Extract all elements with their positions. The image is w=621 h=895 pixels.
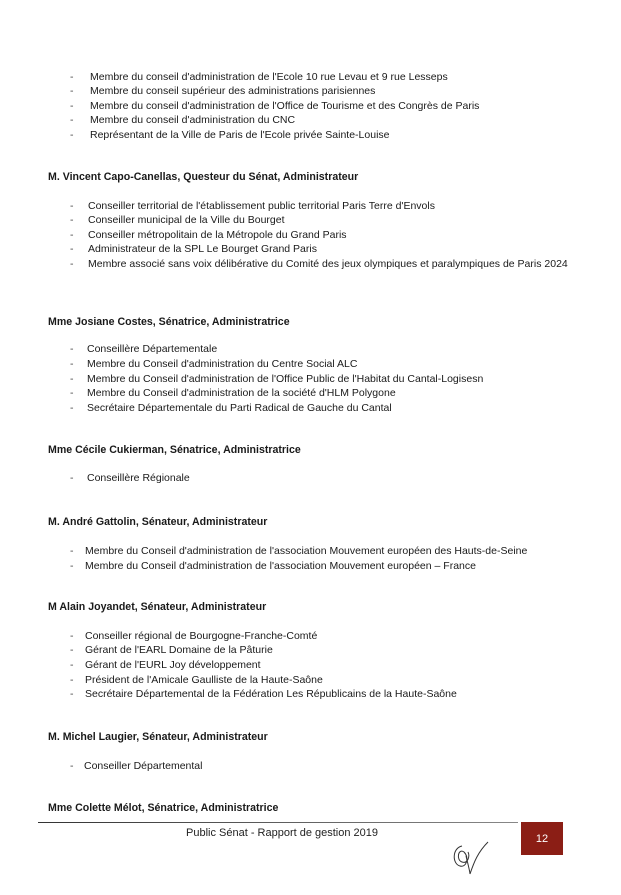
person-heading: Mme Cécile Cukierman, Sénatrice, Administratrice <box>48 444 301 456</box>
bullet-dash: - <box>70 674 74 686</box>
mandate-item: Président de l'Amicale Gaulliste de la Haute-Saône <box>85 674 323 686</box>
mandate-item: Membre associé sans voix délibérative du Comité des jeux olympiques et paralympiques de Paris 2024 <box>88 258 568 270</box>
mandate-item: Secrétaire Départementale du Parti Radical de Gauche du Cantal <box>87 402 392 414</box>
person-heading: Mme Josiane Costes, Sénatrice, Administratrice <box>48 316 290 328</box>
bullet-dash: - <box>70 71 74 83</box>
bullet-dash: - <box>70 358 74 370</box>
mandate-item: Membre du Conseil d'administration du Centre Social ALC <box>87 358 358 370</box>
footer-title: Public Sénat - Rapport de gestion 2019 <box>186 827 379 839</box>
bullet-dash: - <box>70 214 74 226</box>
mandate-item: Membre du conseil supérieur des administrations parisiennes <box>90 85 376 97</box>
mandate-item: Gérant de l'EURL Joy développement <box>85 659 261 671</box>
mandate-item: Membre du Conseil d'administration de l'association Mouvement européen – France <box>85 560 476 572</box>
mandate-item: Représentant de la Ville de Paris de l'Ecole privée Sainte-Louise <box>90 129 390 141</box>
bullet-dash: - <box>70 688 74 700</box>
mandate-item: Conseiller territorial de l'établissement public territorial Paris Terre d'Envols <box>88 200 435 212</box>
person-heading: M. Michel Laugier, Sénateur, Administrateur <box>48 731 268 743</box>
mandate-item: Membre du Conseil d'administration de la société d'HLM Polygone <box>87 387 396 399</box>
mandate-item: Membre du conseil d'administration du CNC <box>90 114 296 126</box>
bullet-dash: - <box>70 85 74 97</box>
bullet-dash: - <box>70 229 74 241</box>
bullet-dash: - <box>70 472 74 484</box>
bullet-dash: - <box>70 258 74 270</box>
bullet-dash: - <box>70 100 74 112</box>
bullet-dash: - <box>70 545 74 557</box>
mandate-item: Secrétaire Départemental de la Fédération Les Républicains de la Haute-Saône <box>85 688 457 700</box>
bullet-dash: - <box>70 200 74 212</box>
person-heading: M. André Gattolin, Sénateur, Administrateur <box>48 516 268 528</box>
bullet-dash: - <box>70 402 74 414</box>
mandate-item: Conseiller Départemental <box>84 760 203 772</box>
mandate-item: Conseillère Régionale <box>87 472 190 484</box>
bullet-dash: - <box>70 560 74 572</box>
mandate-item: Membre du Conseil d'administration de l'Office Public de l'Habitat du Cantal-Logisesn <box>87 373 484 385</box>
bullet-dash: - <box>70 373 74 385</box>
bullet-dash: - <box>70 129 74 141</box>
mandate-item: Conseiller métropolitain de la Métropole du Grand Paris <box>88 229 347 241</box>
footer-rule <box>38 822 518 823</box>
mandate-item: Conseiller régional de Bourgogne-Franche-Comté <box>85 630 318 642</box>
page-number-box <box>521 822 563 855</box>
person-heading: M. Vincent Capo-Canellas, Questeur du Sénat, Administrateur <box>48 171 359 183</box>
signature-initials <box>448 838 498 878</box>
mandate-item: Conseiller municipal de la Ville du Bourget <box>88 214 285 226</box>
mandate-item: Gérant de l'EARL Domaine de la Pâturie <box>85 644 273 656</box>
mandate-item: Membre du conseil d'administration de l'Ecole 10 rue Levau et 9 rue Lesseps <box>90 71 448 83</box>
bullet-dash: - <box>70 387 74 399</box>
mandate-item: Administrateur de la SPL Le Bourget Grand Paris <box>88 243 317 255</box>
bullet-dash: - <box>70 243 74 255</box>
mandate-item: Membre du Conseil d'administration de l'association Mouvement européen des Hauts-de-Seine <box>85 545 528 557</box>
mandate-item: Membre du conseil d'administration de l'Office de Tourisme et des Congrès de Paris <box>90 100 480 112</box>
bullet-dash: - <box>70 343 74 355</box>
bullet-dash: - <box>70 114 74 126</box>
bullet-dash: - <box>70 659 74 671</box>
page-number: 12 <box>535 832 549 845</box>
bullet-dash: - <box>70 760 74 772</box>
bullet-dash: - <box>70 630 74 642</box>
person-heading: M Alain Joyandet, Sénateur, Administrateur <box>48 601 267 613</box>
bullet-dash: - <box>70 644 74 656</box>
person-heading: Mme Colette Mélot, Sénatrice, Administratrice <box>48 802 279 814</box>
mandate-item: Conseillère Départementale <box>87 343 218 355</box>
